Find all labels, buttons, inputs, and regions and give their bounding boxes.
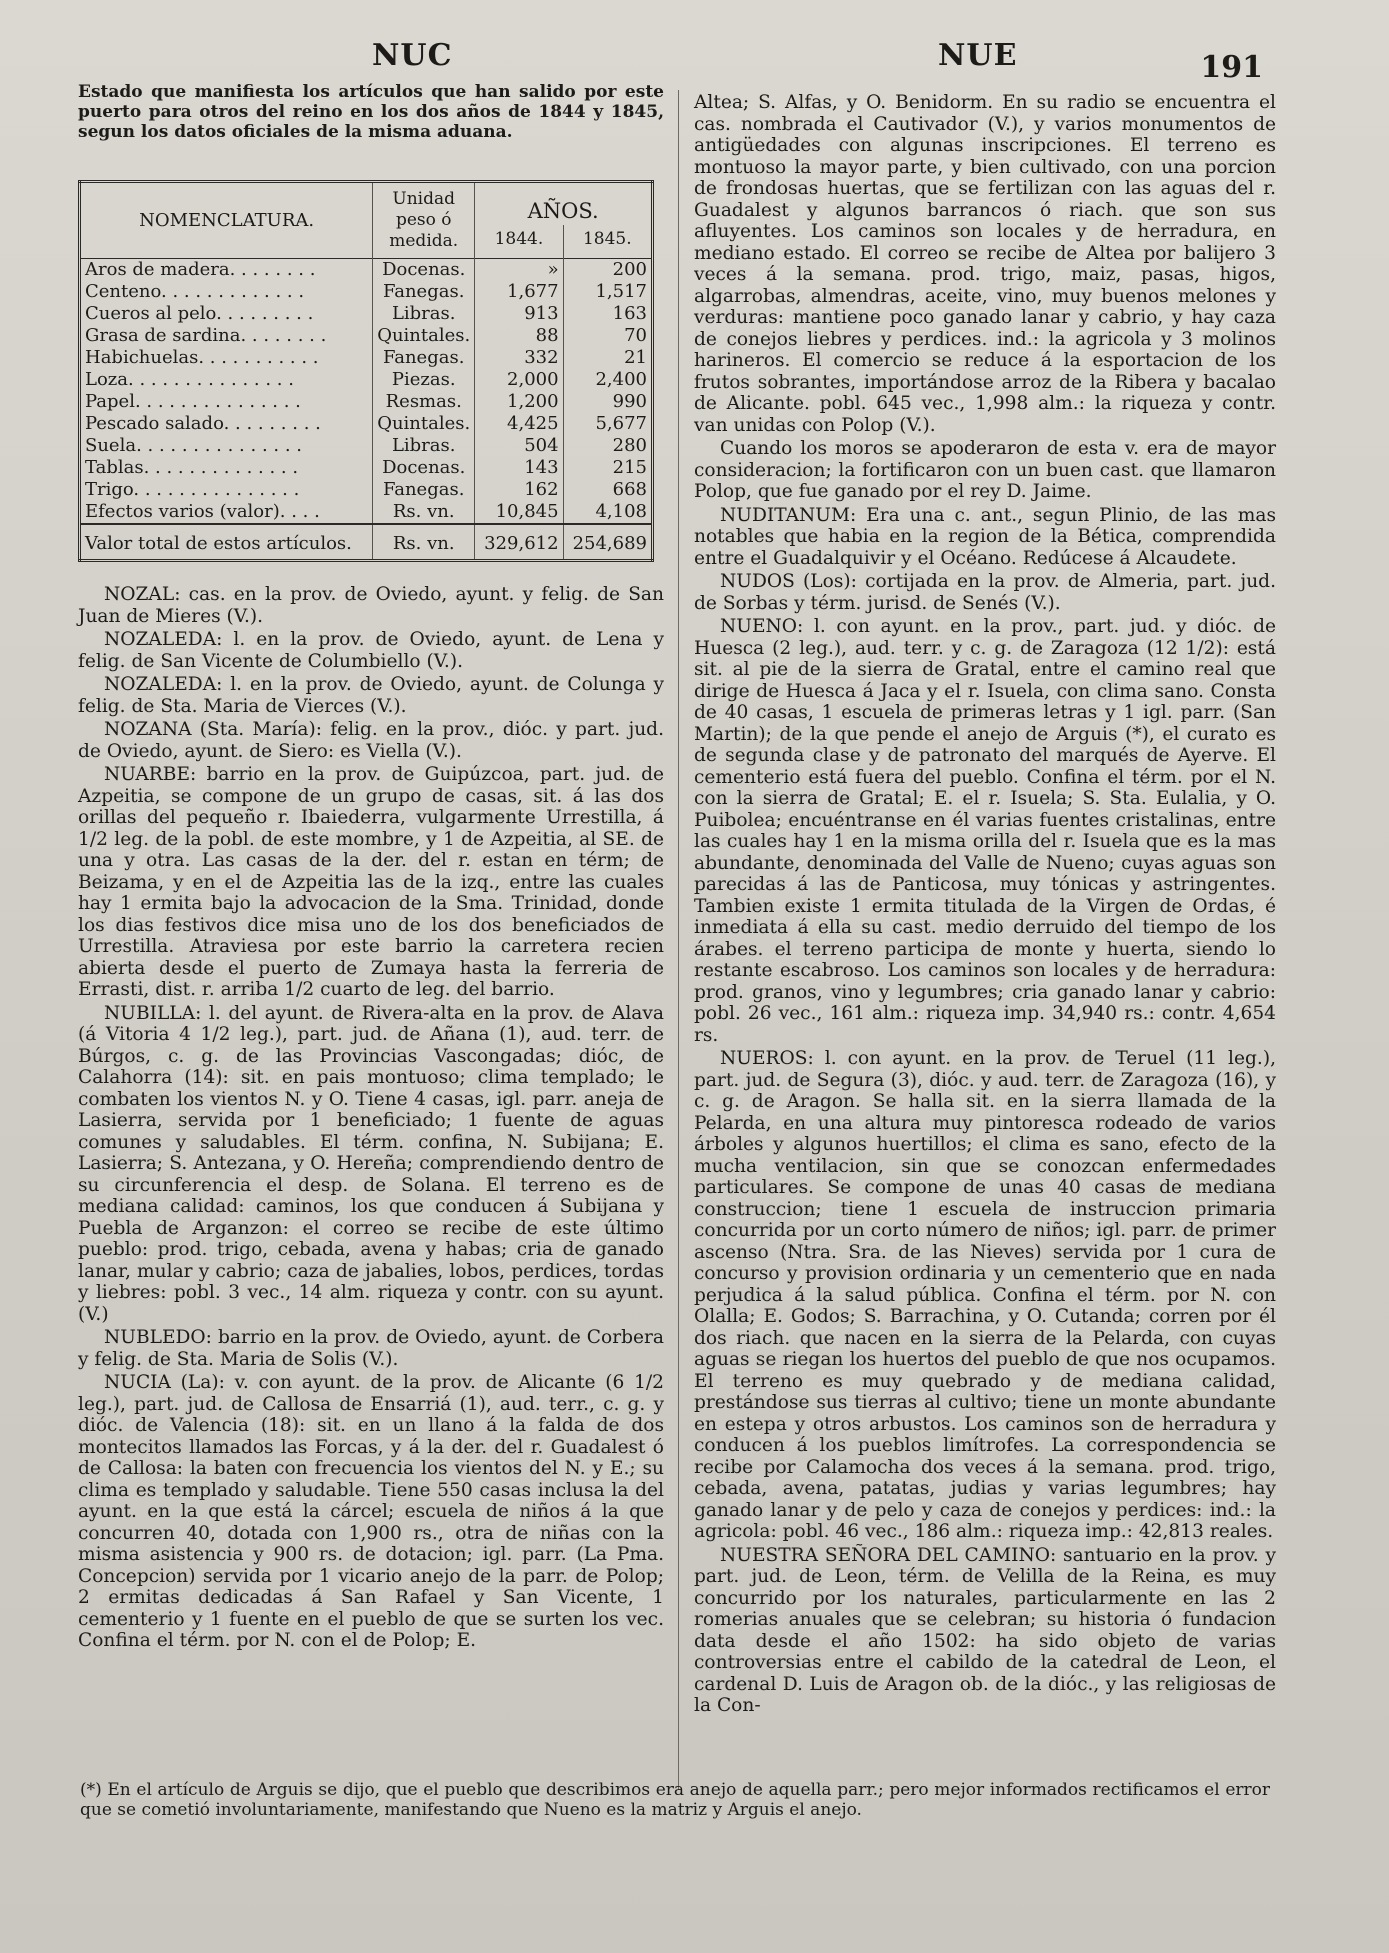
row-1845: 4,108 bbox=[563, 501, 652, 524]
row-name: Habichuelas. . . . . . . . . . . bbox=[85, 347, 319, 368]
row-1844: 2,000 bbox=[475, 369, 563, 391]
row-name: Trigo. . . . . . . . . . . . . . . bbox=[85, 479, 300, 500]
table-row bbox=[80, 413, 653, 435]
total-1844: 329,612 bbox=[475, 524, 563, 561]
row-name: Pescado salado. . . . . . . . . bbox=[85, 413, 321, 434]
table-row bbox=[80, 303, 653, 325]
row-name: Loza. . . . . . . . . . . . . . . bbox=[85, 369, 294, 390]
col-header-1844: 1844. bbox=[475, 225, 563, 258]
entry-nueros: NUEROS: l. con ayunt. en la prov. de Teruel (11 leg.), part. jud. de Segura (3), dióc. y aud. terr. de Zaragoza (16), y c. g. de Aragon. Se halla sit. en la sierra llamada de la Pelarda, en una altura muy pintoresca rodeado de varios árboles y algunos huertillos; el clima es sano, efecto de la mucha ventilacion, sin que se conozcan enfermedades particulares. Se compone de unas 40 casas de mediana construccion; tiene 1 escuela de instruccion primaria concurrida por un corto número de niños; igl. parr. de primer ascenso (Ntra. Sra. de las Nieves) servida por 1 cura de concurso y provision ordinaria y un cementerio que en nada perjudica á la salud pública. Confina el térm. por N. con Olalla; E. Godos; S. Barrachina, y O. Cutanda; corren por él dos riach. que nacen en la sierra de la Pelarda, con cuyas aguas se riegan los huertos del pueblo de que nos ocupamos. El terreno es muy quebrado y de mediana calidad, prestándose sus tierras al cultivo; tiene un monte abundante en estepa y otros arbustos. Los caminos son de herradura y conducen á los pueblos limítrofes. La correspondencia se recibe por Calamocha dos veces á la semana. prod. trigo, cebada, avena, patatas, judias y varias legumbres; hay ganado lanar y de pelo y caza de conejos y perdices: ind.: la agricola: pobl. 46 vec., 186 alm.: riqueza imp.: 42,813 reales. bbox=[694, 1048, 1276, 1542]
table-caption: Estado que manifiesta los artículos que han salido por este puerto para otros del reino en los dos años de 1844 y 1845, segun los datos oficiales de la misma aduana. bbox=[78, 82, 664, 142]
total-unit: Rs. vn. bbox=[373, 524, 475, 561]
table-row bbox=[80, 501, 653, 524]
row-1845: 990 bbox=[563, 391, 652, 413]
row-unit: Rs. vn. bbox=[373, 501, 475, 524]
entry-nozaleda-colunga: NOZALEDA: l. en la prov. de Oviedo, ayunt. de Colunga y felig. de Sta. Maria de Vierces (V.). bbox=[78, 674, 664, 717]
row-1845: 70 bbox=[563, 325, 652, 347]
row-1844: 88 bbox=[475, 325, 563, 347]
table-row bbox=[80, 457, 653, 479]
entry-nuditanum: NUDITANUM: Era una c. ant., segun Plinio, de las mas notables que habia en la region de la Bética, comprendida entre el Guadalquivir y el Océano. Redúcese á Alcaudete. bbox=[694, 504, 1276, 569]
export-stats-table bbox=[78, 180, 654, 562]
entry-nucia-history: Cuando los moros se apoderaron de esta v. era de mayor consideracion; la fortificaron con un buen cast. que llamaron Polop, que fue ganado por el rey D. Jaime. bbox=[694, 438, 1276, 502]
col-header-name: NOMENCLATURA. bbox=[139, 209, 315, 231]
row-unit: Quintales. bbox=[373, 325, 475, 347]
row-1844: 143 bbox=[475, 457, 563, 479]
entry-nozal: NOZAL: cas. en la prov. de Oviedo, ayunt. y felig. de San Juan de Mieres (V.). bbox=[78, 584, 664, 627]
row-name: Grasa de sardina. . . . . . . . bbox=[85, 325, 327, 346]
entry-nubilla: NUBILLA: l. del ayunt. de Rivera-alta en la prov. de Alava (á Vitoria 4 1/2 leg.), part. jud. de Añana (1), aud. terr. de Búrgos, c. g. de las Provincias Vascongadas; dióc, de Calahorra (14): sit. en pais montuoso; clima templado; le combaten los vientos N. y O. Tiene 4 casas, igl. parr. aneja de Lasierra, servida por 1 beneficiado; 1 fuente de aguas comunes y saludables. El térm. confina, N. Subijana; E. Lasierra; S. Antezana, y O. Hereña; comprendiendo dentro de su circunferencia el desp. de Solana. El terreno es de mediana calidad: caminos, los que conducen á Subijana y Puebla de Arganzon: el correo se recibe de este último pueblo: prod. trigo, cebada, avena y habas; cria de ganado lanar, mular y cabrio; caza de jabalies, lobos, perdices, tordas y liebres: pobl. 3 vec., 14 alm. riqueza y contr. con su ayunt. (V.) bbox=[78, 1002, 664, 1325]
row-1845: 5,677 bbox=[563, 413, 652, 435]
running-head-right: NUE bbox=[938, 38, 1018, 73]
entry-nozaleda-lena: NOZALEDA: l. en la prov. de Oviedo, ayunt. de Lena y felig. de San Vicente de Columbiello (V.). bbox=[78, 629, 664, 672]
entry-nueno: NUENO: l. con ayunt. en la prov., part. jud. y dióc. de Huesca (2 leg.), aud. terr. y c. g. de Zaragoza (12 1/2): está sit. al pie de la sierra de Gratal, entre el camino real que dirige de Huesca á Jaca y el r. Isuela, con clima sano. Consta de 40 casas, 1 escuela de primeras letras y 1 igl. parr. (San Martin); de la que pende el anejo de Arguis (*), el curato es de segunda clase y de patronato del marqués de Ayerve. El cementerio está fuera del pueblo. Confina el térm. por el N. con la sierra de Gratal; E. el r. Isuela; S. Sta. Eulalia, y O. Puibolea; encuéntranse en él varias fuentes cristalinas, entre las cuales hay 1 en la misma orilla del r. Isuela que es la mas abundante, denominada del Valle de Nueno; cuyas aguas son parecidas á las de Panticosa, muy tónicas y astringentes. Tambien existe 1 ermita titulada de la Virgen de Ordas, é inmediata á ella su cast. medio derruido del tiempo de los árabes. el terreno participa de monte y huerta, siendo lo restante escabroso. Los caminos son locales y de herradura: prod. granos, vino y legumbres; cria ganado lanar y cabrio: pobl. 26 vec., 161 alm.: riqueza imp. 34,940 rs.: contr. 4,654 rs. bbox=[694, 616, 1276, 1046]
entry-nuestra-senora-del-camino: NUESTRA SEÑORA DEL CAMINO: santuario en la prov. y part. jud. de Leon, térm. de Velilla de la Reina, es muy concurrido por los naturales, particularmente en las 2 romerias anuales que se celebran; su historia ó fundacion data desde el año 1502: ha sido objeto de varias controversias entre el cabildo de la catedral de Leon, el cardenal D. Luis de Aragon ob. de la dióc., y las religiosas de la Con- bbox=[694, 1544, 1276, 1716]
left-column bbox=[78, 82, 664, 1652]
total-name: Valor total de estos artículos. bbox=[80, 524, 373, 561]
row-1845: 200 bbox=[563, 259, 652, 282]
right-column bbox=[694, 92, 1276, 1717]
running-head-left: NUC bbox=[372, 38, 453, 73]
row-1845: 2,400 bbox=[563, 369, 652, 391]
row-1845: 163 bbox=[563, 303, 652, 325]
row-unit: Docenas. bbox=[373, 259, 475, 282]
row-1844: 162 bbox=[475, 479, 563, 501]
entry-nudos: NUDOS (Los): cortijada en la prov. de Almeria, part. jud. de Sorbas y térm. jurisd. de Senés (V.). bbox=[694, 571, 1276, 614]
row-1845: 280 bbox=[563, 435, 652, 457]
table-row bbox=[80, 281, 653, 303]
row-unit: Libras. bbox=[373, 303, 475, 325]
row-1844: 913 bbox=[475, 303, 563, 325]
entry-nucia: NUCIA (La): v. con ayunt. de la prov. de Alicante (6 1/2 leg.), part. jud. de Callosa de Ensarriá (1), aud. terr., c. g. y dióc. de Valencia (18): sit. en un llano á la falda de dos montecitos llamados las Forcas, y á la der. del r. Guadalest ó de Callosa: la baten con frecuencia los vientos del N. y E.; su clima es templado y saludable. Tiene 550 casas inclusa la del ayunt. en la que está la cárcel; escuela de niños á la que concurren 40, dotada con 1,900 rs., otra de niñas con la misma asistencia y 900 rs. de dotacion; igl. parr. (La Pma. Concepcion) servida por 1 vicario anejo de la parr. de Polop; 2 ermitas dedicadas á San Rafael y San Vicente, 1 cementerio y 1 fuente en el pueblo de que se surten los vec. Confina el térm. por N. con el de Polop; E. bbox=[78, 1372, 664, 1651]
row-name: Papel. . . . . . . . . . . . . . . bbox=[85, 391, 301, 412]
entry-nucia-continued: Altea; S. Alfas, y O. Benidorm. En su radio se encuentra el cas. nombrada el Cautivador (V.), y varios monumentos de antigüedades con algunas inscripciones. El terreno es montuoso la mayor parte, y bien cultivado, con una porcion de frondosas huertas, que se fertilizan con las aguas del r. Guadalest y algunos barrancos ó riach. que son sus afluyentes. Los caminos son locales y de herradura, en mediano estado. El correo se recibe de Altea por balijero 3 veces á la semana. prod. trigo, maiz, pasas, higos, algarrobas, almendras, aceite, vino, muy buenos melones y verduras: mantiene poco ganado lanar y cabrio, y hay caza de conejos liebres y perdices. ind.: la agricola y 3 molinos harineros. El comercio se reduce á la esportacion de los frutos sobrantes, importándose arroz de la Ribera y bacalao de Alicante. pobl. 645 vec., 1,998 alm.: la riqueza y contr. van unidas con Polop (V.). bbox=[694, 92, 1276, 436]
row-1844: 1,200 bbox=[475, 391, 563, 413]
table-total-row bbox=[80, 524, 653, 561]
row-name: Centeno. . . . . . . . . . . . . bbox=[85, 281, 305, 302]
table-row bbox=[80, 347, 653, 369]
table-row bbox=[80, 325, 653, 347]
row-1844: 4,425 bbox=[475, 413, 563, 435]
row-name: Efectos varios (valor). . . . bbox=[85, 501, 320, 522]
table-row bbox=[80, 479, 653, 501]
table-row bbox=[80, 369, 653, 391]
entry-nuarbe: NUARBE: barrio en la prov. de Guipúzcoa, part. jud. de Azpeitia, se compone de un grupo de casas, sit. á las dos orillas del pequeño r. Ibaiederra, vulgarmente Urrestilla, á 1/2 leg. de la pobl. de este mombre, y 1 de Azpeitia, al SE. de una y otra. Las casas de la der. del r. estan en térm; de Beizama, y en el de Azpeitia las de la izq., entre las cuales hay 1 ermita bajo la advocacion de la Sma. Trinidad, donde los dias festivos dice misa uno de los dos beneficiados de Urrestilla. Atraviesa por este barrio la carretera recien abierta desde el puerto de Zumaya hasta la ferreria de Errasti, dist. r. arriba 1/2 cuarto de leg. del barrio. bbox=[78, 764, 664, 1000]
row-1845: 668 bbox=[563, 479, 652, 501]
row-name: Aros de madera. . . . . . . . bbox=[85, 259, 316, 280]
row-1845: 1,517 bbox=[563, 281, 652, 303]
row-name: Suela. . . . . . . . . . . . . . . bbox=[85, 435, 302, 456]
row-1844: 332 bbox=[475, 347, 563, 369]
row-unit: Resmas. bbox=[373, 391, 475, 413]
row-unit: Fanegas. bbox=[373, 281, 475, 303]
row-unit: Piezas. bbox=[373, 369, 475, 391]
entry-nozana: NOZANA (Sta. María): felig. en la prov., dióc. y part. jud. de Oviedo, ayunt. de Siero: es Viella (V.). bbox=[78, 719, 664, 762]
row-unit: Quintales. bbox=[373, 413, 475, 435]
row-unit: Docenas. bbox=[373, 457, 475, 479]
row-1845: 21 bbox=[563, 347, 652, 369]
table-row bbox=[80, 391, 653, 413]
col-header-unit: Unidad peso ó medida. bbox=[373, 182, 475, 259]
table-row bbox=[80, 435, 653, 457]
row-1844: » bbox=[475, 259, 563, 282]
page-number: 191 bbox=[1200, 50, 1263, 85]
row-unit: Fanegas. bbox=[373, 347, 475, 369]
row-unit: Libras. bbox=[373, 435, 475, 457]
row-1844: 10,845 bbox=[475, 501, 563, 524]
col-header-years: AÑOS. bbox=[475, 182, 653, 226]
row-unit: Fanegas. bbox=[373, 479, 475, 501]
row-1844: 1,677 bbox=[475, 281, 563, 303]
row-name: Cueros al pelo. . . . . . . . . bbox=[85, 303, 314, 324]
column-divider bbox=[678, 90, 679, 1790]
row-1844: 504 bbox=[475, 435, 563, 457]
col-header-1845: 1845. bbox=[563, 225, 652, 258]
table-row bbox=[80, 259, 653, 282]
total-1845: 254,689 bbox=[563, 524, 652, 561]
row-name: Tablas. . . . . . . . . . . . . . bbox=[85, 457, 299, 478]
footnote: (*) En el artículo de Arguis se dijo, que el pueblo que describimos era anejo de aquella parr.; pero mejor informados rectificamos el error que se cometió involuntariamente, manifestando que Nueno es la matriz y Arguis el anejo. bbox=[80, 1780, 1270, 1820]
entry-nubledo: NUBLEDO: barrio en la prov. de Oviedo, ayunt. de Corbera y felig. de Sta. Maria de Solis (V.). bbox=[78, 1327, 664, 1370]
row-1845: 215 bbox=[563, 457, 652, 479]
